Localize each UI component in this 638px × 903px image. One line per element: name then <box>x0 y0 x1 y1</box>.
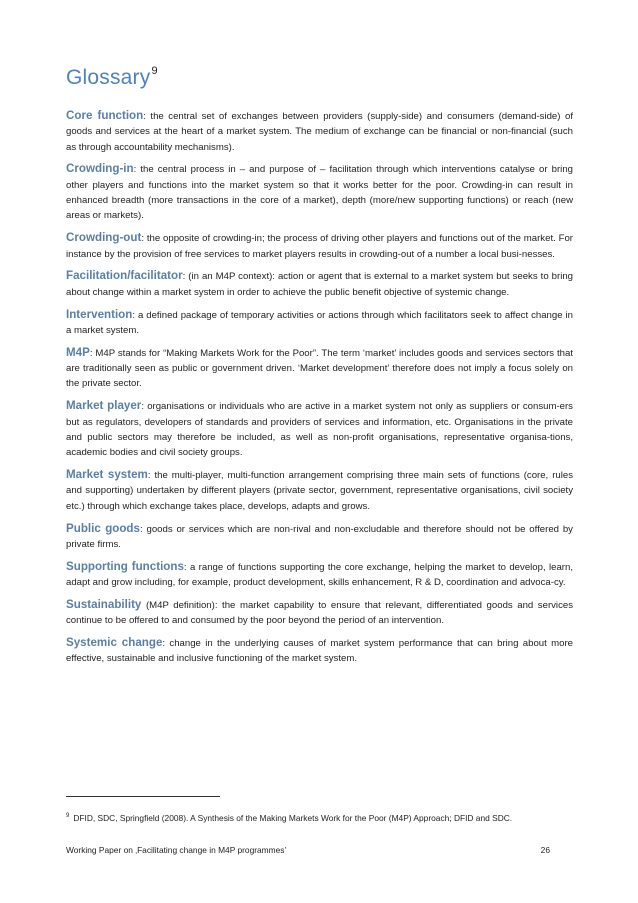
glossary-definition: : a defined package of temporary activities or actions through which facilitators seek to affect change in a market system. <box>66 309 573 336</box>
glossary-term: Market player <box>66 399 142 413</box>
glossary-entry <box>66 467 573 514</box>
glossary-term: Facilitation/facilitator <box>66 269 183 283</box>
glossary-term: Intervention <box>66 307 133 321</box>
glossary-definition: : the central set of exchanges between providers (supply-side) and consumers (demand-side) of goods and services at the heart of a market system. The medium of exchange can be financial or non-financial (such as through accountability mechanisms). <box>66 111 573 153</box>
glossary-entry <box>66 268 573 300</box>
glossary-definition: : the opposite of crowding-in; the process of driving other players and functions out of the market. For instance by the provision of free services to market players results in crowding-out of a number a local busi-nesses. <box>66 233 573 260</box>
glossary-entry <box>66 230 573 262</box>
glossary-definition: : change in the underlying causes of market system performance that can bring about more effective, sustainable and inclusive functioning of the market system. <box>66 638 573 665</box>
footer-text: Working Paper on ‚Facilitating change in M4P programmes’ <box>66 845 287 855</box>
glossary-entry <box>66 307 573 339</box>
glossary-term: Core function <box>66 109 144 122</box>
page-number: 26 <box>540 845 550 855</box>
glossary-term: Crowding-out <box>66 231 142 245</box>
glossary-term: Crowding-in <box>66 162 134 176</box>
glossary-entry <box>66 398 573 460</box>
page-footer <box>66 845 573 855</box>
glossary-definition: : organisations or individuals who are active in a market system not only as suppliers or consum-ers but as regulators, developers of standards and providers of services and information, etc. Organisations in the private and public sectors may therefore be included, as well as non-profit organisations, representative organisa-tions, academic bodies and civil society groups. <box>66 401 573 459</box>
glossary-entry <box>66 108 573 155</box>
glossary-entry <box>66 635 573 667</box>
glossary-term: Supporting functions <box>66 559 184 573</box>
glossary-definition: : M4P stands for “Making Markets Work for the Poor”. The term ‘market’ includes goods and services sectors that are traditionally seen as public or government driven. ‘Market development’ therefore does not imply a focus solely on the private sector. <box>66 347 573 390</box>
page-title <box>66 66 158 90</box>
glossary-entry <box>66 597 573 629</box>
glossary-term: Systemic change <box>66 636 163 650</box>
glossary-definition: : the multi-player, multi-function arrangement comprising three main sets of functions (core, rules and supporting) undertaken by different players (private sector, government, representative organisations, civil society etc.) through which exchange takes place, develops, adapts and grows. <box>66 470 573 512</box>
glossary-term: Market system <box>66 468 148 482</box>
glossary-definition: : a range of functions supporting the core exchange, helping the market to develop, learn, adapt and grow including, for example, product development, skills enhancement, R & D, coordination and advoca-cy. <box>66 561 573 589</box>
footnote-text: DFID, SDC, Springfield (2008). A Synthesis of the Making Markets Work for the Poor (M4P) Approach; DFID and SDC. <box>73 813 513 823</box>
glossary-list <box>66 108 573 673</box>
title-footnote-marker: 9 <box>151 65 158 77</box>
footnote-divider <box>66 796 220 797</box>
glossary-term: Public goods <box>66 521 140 535</box>
title-text: Glossary <box>66 66 151 89</box>
glossary-definition: : the central process in – and purpose of – facilitation through which interventions catalyse or bring other players and functions into the market system so that it works better for the poor. Crowding-in can result in enhanced breadth (more transactions in the core of a market), depth (more/new supporting functions) or reach (new areas or markets). <box>66 164 573 222</box>
glossary-definition: : (in an M4P context): action or agent that is external to a market system but seeks to bring about change within a market system in order to achieve the public benefit objective of systemic change. <box>66 271 573 298</box>
glossary-term: M4P <box>66 345 90 359</box>
glossary-entry <box>66 521 573 553</box>
glossary-definition: (M4P definition): the market capability to ensure that relevant, differentiated goods and services continue to be offered to and consumed by the poor beyond the period of an intervention. <box>66 599 573 627</box>
glossary-entry <box>66 161 573 223</box>
glossary-entry <box>66 345 573 392</box>
footnote <box>66 813 512 823</box>
glossary-definition: : goods or services which are non-rival and non-excludable and therefore should not be offered by private firms. <box>66 523 573 550</box>
footnote-marker: 9 <box>66 813 70 820</box>
glossary-entry <box>66 559 573 591</box>
glossary-term: Sustainability <box>66 597 142 611</box>
